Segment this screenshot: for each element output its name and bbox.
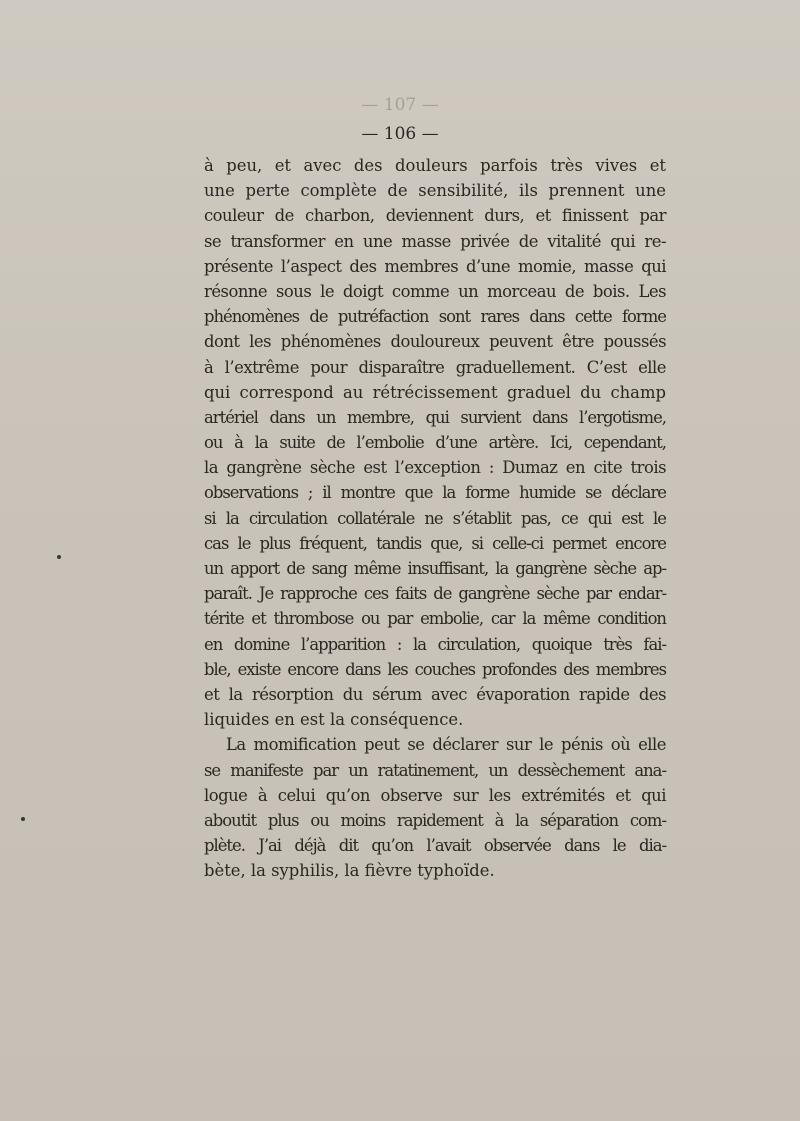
- text-line: logue à celui qu’on observe sur les extrémités et qui: [204, 785, 666, 805]
- text-line: phénomènes de putréfaction sont rares dans cette forme: [204, 307, 666, 327]
- text-line: plète. J’ai déjà dit qu’on l’avait observée dans le dia-: [204, 836, 666, 856]
- text-line: résonne sous le doigt comme un morceau de bois. Les: [204, 281, 666, 301]
- text-line: ou à la suite de l’embolie d’une artère. Ici, cependant,: [204, 433, 666, 453]
- text-line: et la résorption du sérum avec évaporation rapide des: [204, 684, 666, 704]
- text-line: la gangrène sèche est l’exception : Dumaz en cite trois: [204, 458, 666, 478]
- text-line: La momification peut se déclarer sur le pénis où elle: [226, 735, 666, 755]
- body-text: [204, 153, 666, 883]
- text-line: liquides en est la conséquence.: [204, 710, 464, 730]
- text-line: une perte complète de sensibilité, ils prennent une: [204, 181, 666, 201]
- text-line: aboutit plus ou moins rapidement à la séparation com-: [204, 810, 666, 830]
- page-number: — 106 —: [361, 124, 439, 144]
- text-line: présente l’aspect des membres d’une momie, masse qui: [204, 256, 666, 276]
- text-line: observations ; il montre que la forme humide se déclare: [204, 483, 666, 503]
- text-line: artériel dans un membre, qui survient dans l’ergotisme,: [204, 407, 666, 427]
- text-line: dont les phénomènes douloureux peuvent être poussés: [204, 332, 666, 352]
- text-line: se manifeste par un ratatinement, un dessèchement ana-: [204, 760, 666, 780]
- paper-speck: [21, 817, 25, 821]
- bleed-through-page-number: — 107 —: [361, 95, 439, 115]
- text-line: à peu, et avec des douleurs parfois très vives et: [204, 156, 666, 175]
- text-line: à l’extrême pour disparaître graduellement. C’est elle: [204, 357, 666, 377]
- text-line: bète, la syphilis, la fièvre typhoïde.: [204, 861, 495, 881]
- text-line: térite et thrombose ou par embolie, car la même condition: [204, 609, 666, 629]
- text-line: en domine l’apparition : la circulation, quoique très fai-: [204, 634, 666, 654]
- paper-speck: [57, 555, 61, 559]
- text-line: cas le plus fréquent, tandis que, si celle-ci permet encore: [204, 533, 666, 553]
- text-line: paraît. Je rapproche ces faits de gangrène sèche par endar-: [204, 584, 666, 604]
- text-line: si la circulation collatérale ne s’établit pas, ce qui est le: [204, 508, 666, 528]
- text-line: se transformer en une masse privée de vitalité qui re-: [204, 231, 666, 251]
- text-line: couleur de charbon, deviennent durs, et finissent par: [204, 206, 666, 226]
- text-line: qui correspond au rétrécissement graduel du champ: [204, 382, 666, 402]
- text-line: un apport de sang même insuffisant, la gangrène sèche ap-: [204, 559, 666, 578]
- text-line: ble, existe encore dans les couches profondes des membres: [204, 659, 666, 679]
